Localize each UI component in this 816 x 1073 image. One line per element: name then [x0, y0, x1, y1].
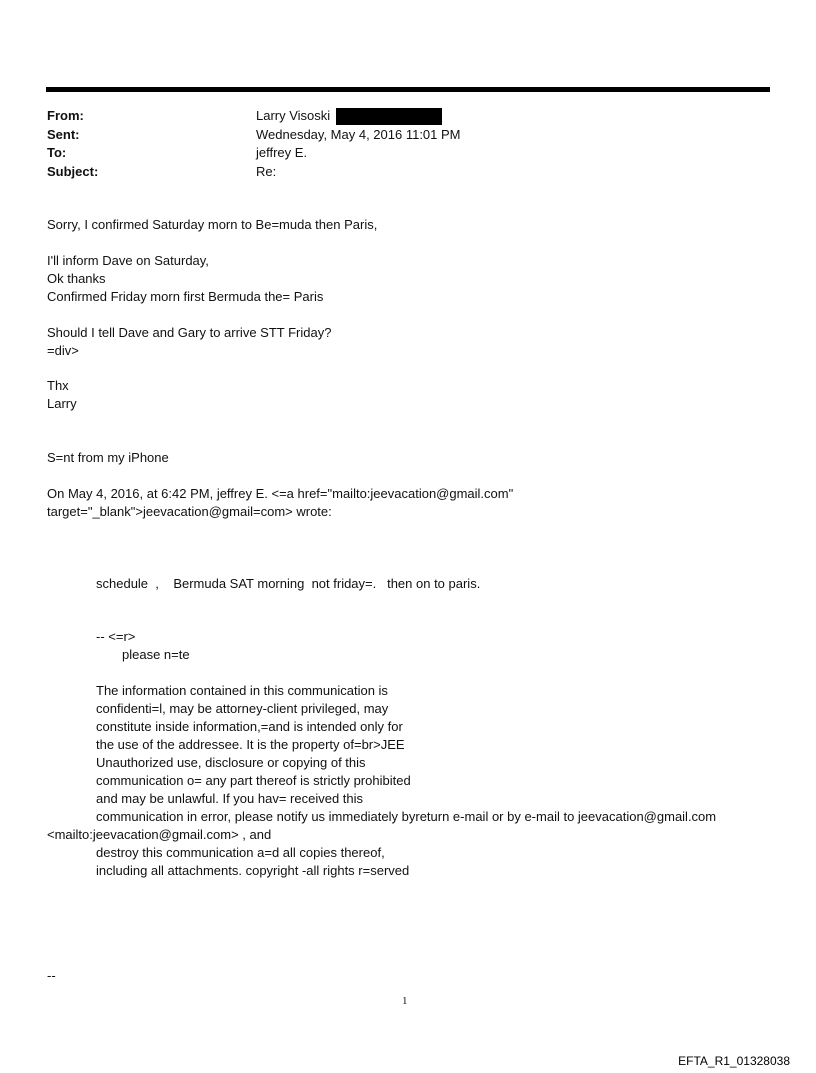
- footer-dashes: --: [47, 968, 56, 983]
- body-line: Confirmed Friday morn first Bermuda the= Paris: [47, 289, 324, 304]
- page-number: 1: [402, 995, 408, 1007]
- from-value: [256, 107, 442, 126]
- body-line: Sorry, I confirmed Saturday morn to Be=muda then Paris,: [47, 217, 378, 232]
- sent-row: [47, 126, 747, 145]
- body-line: Should I tell Dave and Gary to arrive STT Friday?: [47, 325, 332, 340]
- disclaimer-line: and may be unlawful. If you hav= received this: [96, 791, 364, 806]
- quoted-sig-separator: -- <=r>: [96, 629, 136, 644]
- disclaimer-line: communication o= any part thereof is strictly prohibited: [96, 773, 411, 788]
- sent-value: Wednesday, May 4, 2016 11:01 PM: [256, 126, 461, 142]
- to-value: jeffrey E.: [256, 145, 308, 160]
- to-label: To:: [47, 145, 67, 160]
- disclaimer-line: the use of the addressee. It is the property of=br>JEE: [96, 737, 405, 752]
- from-name: Larry Visoski: [256, 108, 331, 123]
- disclaimer-line: including all attachments. copyright -all rights r=served: [96, 863, 410, 878]
- disclaimer-line: constitute inside information,=and is intended only for: [96, 719, 403, 734]
- subject-row: [47, 163, 747, 182]
- email-header: [47, 107, 747, 181]
- quoted-sig-note: please n=te: [122, 647, 190, 662]
- body-line: Thx: [47, 378, 69, 393]
- subject-value: Re:: [256, 163, 277, 179]
- to-row: [47, 144, 747, 163]
- confidentiality-disclaimer: [47, 682, 716, 880]
- disclaimer-line: confidenti=l, may be attorney-client privileged, may: [96, 701, 389, 716]
- body-line: I'll inform Dave on Saturday,: [47, 253, 209, 268]
- header-divider: [46, 87, 770, 92]
- body-line: =div>: [47, 343, 79, 358]
- redaction-box: [336, 108, 442, 125]
- disclaimer-line: destroy this communication a=d all copies thereof,: [96, 845, 385, 860]
- disclaimer-line: <mailto:jeevacation@gmail.com> , and: [47, 827, 272, 842]
- sent-from-line: S=nt from my iPhone: [47, 450, 169, 465]
- quote-attribution: On May 4, 2016, at 6:42 PM, jeffrey E. <=a href="mailto:jeevacation@gmail.com": [47, 486, 514, 501]
- disclaimer-line: communication in error, please notify us immediately byreturn e-mail or by e-mail to jeevacation@gmail.com: [96, 809, 717, 824]
- document-id: EFTA_R1_01328038: [678, 1054, 790, 1068]
- disclaimer-line: The information contained in this communication is: [96, 683, 388, 698]
- body-line: Ok thanks: [47, 271, 106, 286]
- signature-name: Larry: [47, 396, 77, 411]
- from-row: [47, 107, 747, 126]
- quoted-schedule: schedule , Bermuda SAT morning not friday=. then on to paris.: [96, 576, 481, 591]
- quote-attribution: target="_blank">jeevacation@gmail=com> wrote:: [47, 504, 332, 519]
- disclaimer-line: Unauthorized use, disclosure or copying of this: [96, 755, 366, 770]
- from-label: From:: [47, 108, 84, 123]
- sent-label: Sent:: [47, 126, 80, 142]
- subject-label: Subject:: [47, 163, 99, 179]
